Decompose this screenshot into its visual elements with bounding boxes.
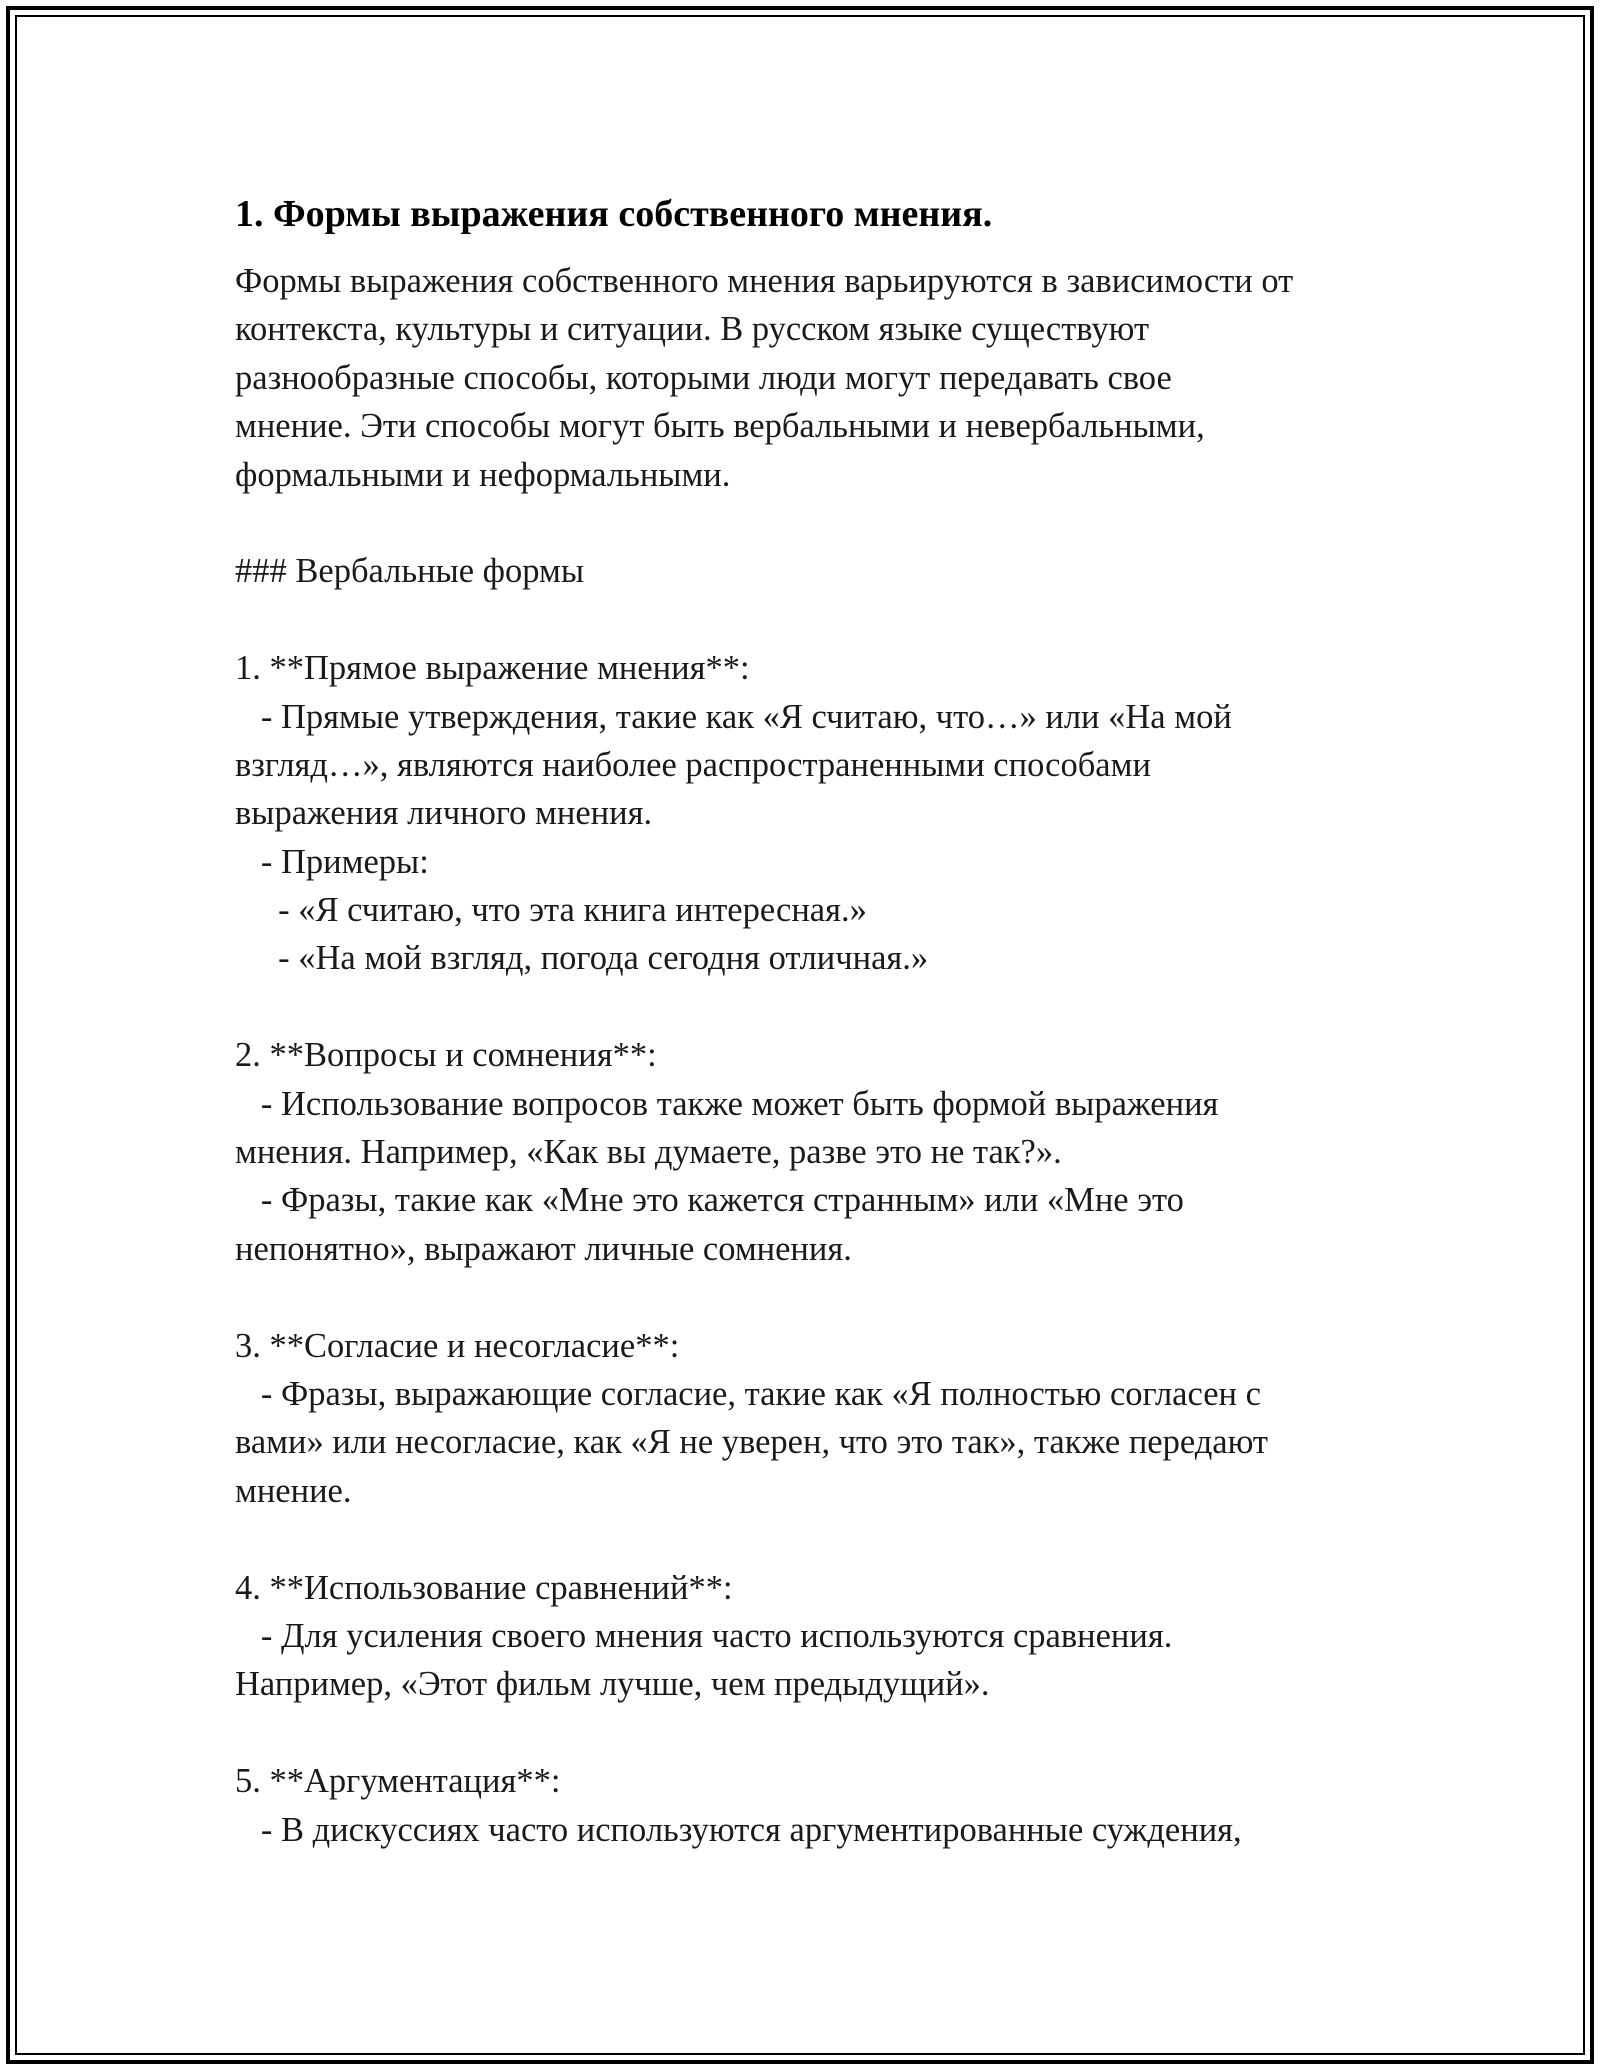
text-line: - Фразы, выражающие согласие, такие как «Я полностью согласен с [235, 1374, 1261, 1413]
text-line: непонятно», выражают личные сомнения. [235, 1229, 852, 1268]
text-line: - В дискуссиях часто используются аргументированные суждения, [235, 1810, 1242, 1849]
document-title: 1. Формы выражения собственного мнения. [235, 193, 993, 235]
document-page [235, 190, 1385, 1854]
text-line: взгляд…», являются наиболее распространенными способами [235, 745, 1151, 784]
text-line: 3. **Согласие и несогласие**: [235, 1326, 680, 1365]
blank-line [235, 1709, 1385, 1757]
blank-line [235, 499, 1385, 547]
text-line: формальными и неформальными. [235, 455, 731, 494]
text-line: мнение. Эти способы могут быть вербальными и невербальными, [235, 407, 1205, 446]
text-line: контекста, культуры и ситуации. В русском языке существуют [235, 310, 1150, 349]
text-line: ### Вербальные формы [235, 552, 584, 591]
text-line: - «На мой взгляд, погода сегодня отличная.» [235, 939, 929, 978]
text-line: 2. **Вопросы и сомнения**: [235, 1036, 657, 1075]
text-line: Формы выражения собственного мнения варьируются в зависимости от [235, 262, 1294, 300]
text-line: - Примеры: [235, 842, 429, 881]
text-line: Например, «Этот фильм лучше, чем предыдущий». [235, 1665, 990, 1704]
text-line: - Для усиления своего мнения часто используются сравнения. [235, 1616, 1173, 1655]
text-line: - Прямые утверждения, такие как «Я считаю, что…» или «На мой [235, 697, 1232, 736]
text-line: мнение. [235, 1471, 352, 1510]
blank-line [235, 983, 1385, 1031]
text-line: - Использование вопросов также может быть формой выражения [235, 1084, 1219, 1123]
text-line: мнения. Например, «Как вы думаете, разве это не так?». [235, 1133, 1062, 1172]
text-line: 1. **Прямое выражение мнения**: [235, 649, 750, 688]
blank-line [235, 1515, 1385, 1563]
blank-line [235, 596, 1385, 644]
text-line: разнообразные способы, которыми люди могут передавать свое [235, 358, 1172, 397]
document-body [235, 257, 1385, 1854]
text-line: вами» или несогласие, как «Я не уверен, что это так», также передают [235, 1423, 1268, 1462]
text-line: 5. **Аргументация**: [235, 1762, 561, 1801]
blank-line [235, 1273, 1385, 1321]
text-line: - Фразы, такие как «Мне это кажется странным» или «Мне это [235, 1181, 1184, 1220]
text-line: 4. **Использование сравнений**: [235, 1568, 733, 1607]
text-line: выражения личного мнения. [235, 794, 653, 833]
text-line: - «Я считаю, что эта книга интересная.» [235, 891, 867, 930]
